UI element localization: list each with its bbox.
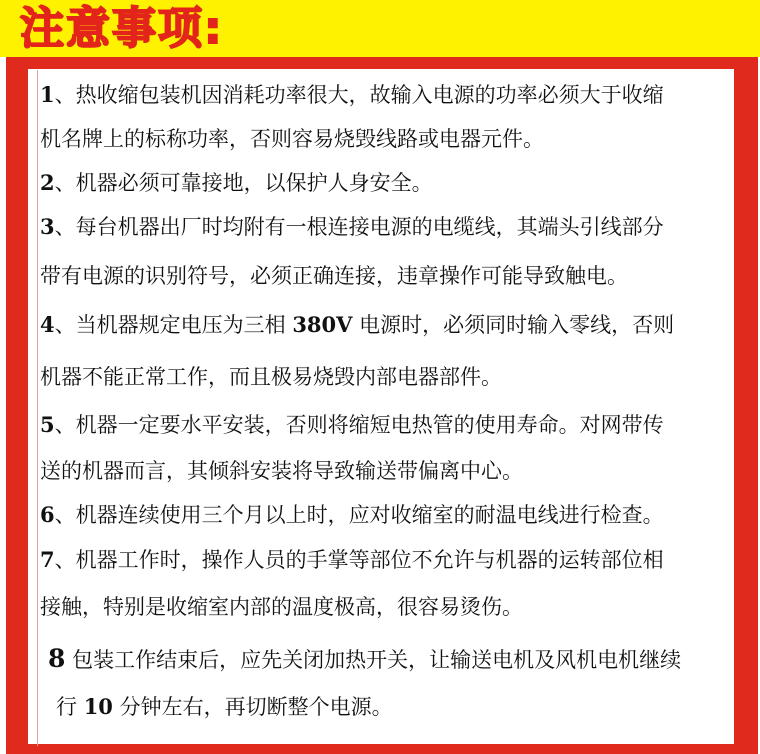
note-5-text-2: 送的机器而言，其倾斜安装将导致输送带偏离中心。 <box>40 459 523 483</box>
note-8-line-2 <box>56 692 393 722</box>
note-5-text-1: 、机器一定要水平安装，否则将缩短电热管的使用寿命。对网带传 <box>54 413 664 437</box>
note-4-text-2: 机器不能正常工作，而且极易烧毁内部电器部件。 <box>40 365 502 389</box>
note-3-text-1: 、每台机器出厂时均附有一根连接电源的电缆线，其端头引线部分 <box>54 215 664 239</box>
note-8-number: 8 <box>48 644 66 673</box>
note-2-number: 2 <box>40 170 55 195</box>
note-2-line-1 <box>40 168 433 198</box>
note-8-minutes: 10 <box>83 694 113 719</box>
page-title: 注意事项: <box>20 3 224 54</box>
margin-line <box>37 70 38 746</box>
note-1-line-2 <box>40 124 544 154</box>
note-3-line-2 <box>40 261 628 291</box>
note-8-text-2b: 分钟左右，再切断整个电源。 <box>112 695 393 719</box>
note-4-text-1a: 、当机器规定电压为三相 <box>54 313 293 337</box>
note-4-text-1b: 电源时，必须同时输入零线，否则 <box>352 313 675 337</box>
header-banner <box>0 0 760 57</box>
note-8-line-1 <box>48 644 681 675</box>
note-6-number: 6 <box>40 502 55 527</box>
note-1-text-1: 、热收缩包装机因消耗功率很大，故输入电源的功率必须大于收缩 <box>54 83 664 107</box>
note-5-number: 5 <box>40 412 55 437</box>
note-3-line-1 <box>40 212 664 242</box>
note-6-text-1: 、机器连续使用三个月以上时，应对收缩室的耐温电线进行检查。 <box>54 503 664 527</box>
note-6-line-1 <box>40 500 664 530</box>
note-8-text-1: 包装工作结束后，应先关闭加热开关，让输送电机及风机电机继续 <box>65 648 682 672</box>
note-1-text-2: 机名牌上的标称功率，否则容易烧毁线路或电器元件。 <box>40 127 544 151</box>
note-4-line-1 <box>40 310 674 340</box>
note-5-line-2 <box>40 456 523 486</box>
note-4-voltage: 380V <box>292 312 353 337</box>
note-5-line-1 <box>40 410 664 440</box>
note-7-line-2 <box>40 592 523 622</box>
note-8-text-2a: 行 <box>56 695 84 719</box>
note-2-text-1: 、机器必须可靠接地，以保护人身安全。 <box>54 171 433 195</box>
note-1-number: 1 <box>40 82 55 107</box>
note-4-line-2 <box>40 362 502 392</box>
note-1-line-1 <box>40 80 664 110</box>
note-7-line-1 <box>40 545 664 575</box>
note-7-text-1: 、机器工作时，操作人员的手掌等部位不允许与机器的运转部位相 <box>54 548 664 572</box>
note-3-number: 3 <box>40 214 55 239</box>
note-7-number: 7 <box>40 547 55 572</box>
note-4-number: 4 <box>40 312 55 337</box>
note-7-text-2: 接触，特别是收缩室内部的温度极高，很容易烫伤。 <box>40 595 523 619</box>
note-3-text-2: 带有电源的识别符号，必须正确连接，违章操作可能导致触电。 <box>40 264 628 288</box>
